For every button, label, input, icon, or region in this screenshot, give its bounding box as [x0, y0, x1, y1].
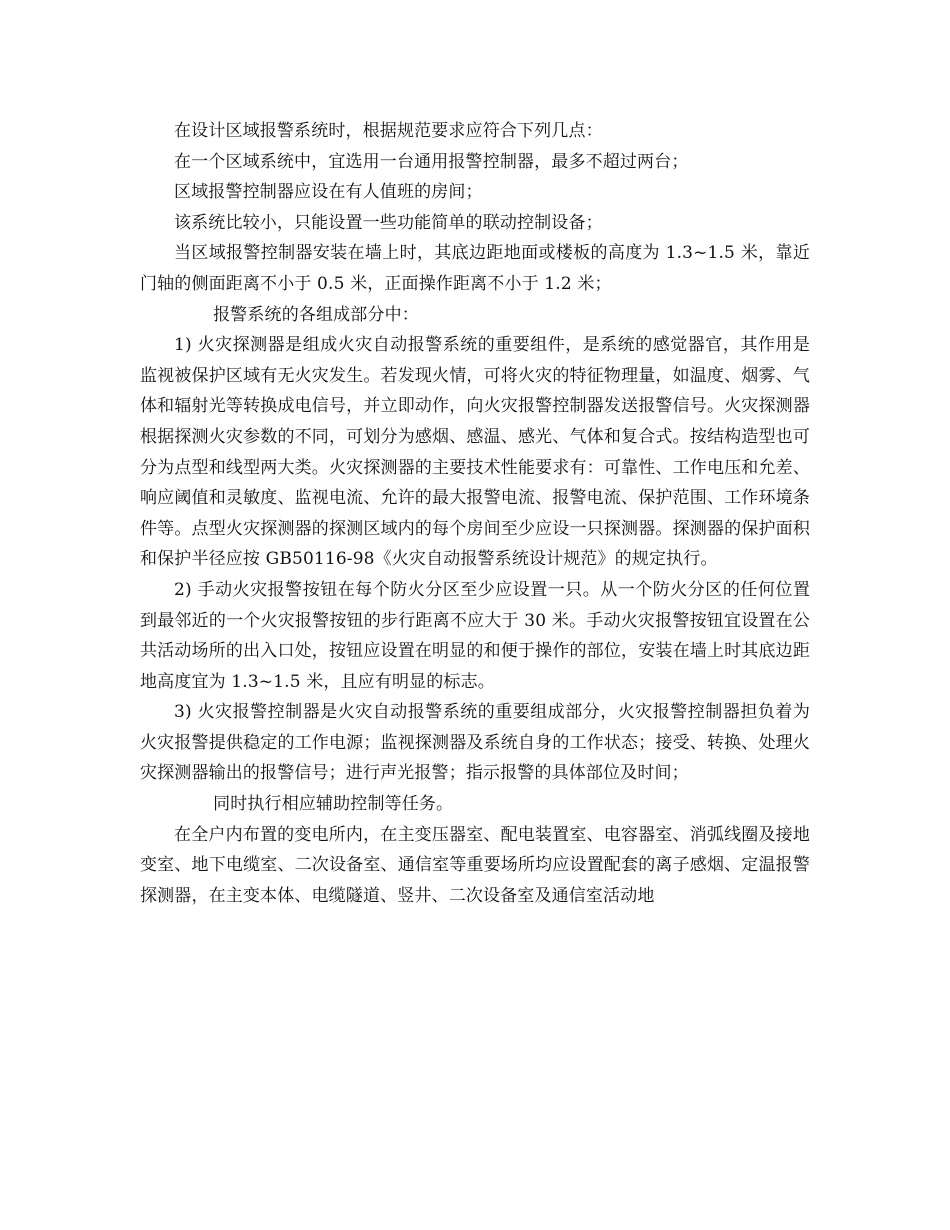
- paragraph-rule-room: 区域报警控制器应设在有人值班的房间；: [174, 182, 483, 203]
- paragraph-rule-controller-count: 在一个区域系统中，宜选用一台通用报警控制器，最多不超过两台；: [174, 151, 689, 172]
- paragraph-item-detector: 1) 火灾探测器是组成火灾自动报警系统的重要组件，是系统的感觉器官，其作用是监视被保护区域有无火灾发生。若发现火情，可将火灾的特征物理量，如温度、烟雾、气体和辐射光等转换成电信号，并立即动作，向火灾报警控制器发送报警信号。火灾探测器根据探测火灾参数的不同，可划分为感烟、感温、感光、气体和复合式。按结构造型也可分为点型和线型两大类。火灾探测器的主要技术性能要求有：可靠性、工作电压和允差、响应阈值和灵敏度、监视电流、允许的最大报警电流、报警电流、保护范围、工作环境条件等。点型火灾探测器的探测区域内的每个房间至少应设一只探测器。探测器的保护面积和保护半径应按 GB50116-98《火灾自动报警系统设计规范》的规定执行。: [140, 335, 810, 570]
- paragraph-item-controller: 3) 火灾报警控制器是火灾自动报警系统的重要组成部分，火灾报警控制器担负着为火灾报警提供稳定的工作电源；监视探测器及系统自身的工作状态；接受、转换、处理火灾探测器输出的报警信号；进行声光报警；指示报警的具体部位及时间；: [140, 702, 810, 784]
- paragraph-substation: 在全户内布置的变电所内，在主变压器室、配电装置室、电容器室、消弧线圈及接地变室、地下电缆室、二次设备室、通信室等重要场所均应设置配套的离子感烟、定温报警探测器，在主变本体、电缆隧道、竖井、二次设备室及通信室活动地: [140, 824, 810, 906]
- paragraph-auxiliary-control: 同时执行相应辅助控制等任务。: [213, 794, 454, 815]
- document-body: [140, 116, 810, 911]
- paragraph-intro: 在设计区域报警系统时，根据规范要求应符合下列几点：: [174, 121, 603, 141]
- paragraph-components-heading: 报警系统的各组成部分中：: [213, 304, 419, 325]
- paragraph-rule-installation-height: 当区域报警控制器安装在墙上时，其底边距地面或楼板的高度为 1.3~1.5 米，靠近门轴的侧面距离不小于 0.5 米，正面操作距离不小于 1.2 米；: [140, 243, 810, 294]
- paragraph-item-manual-button: 2) 手动火灾报警按钮在每个防火分区至少应设置一只。从一个防火分区的任何位置到最邻近的一个火灾报警按钮的步行距离不应大于 30 米。手动火灾报警按钮宜设置在公共活动场所的出入口处，按钮应设置在明显的和便于操作的部位，安装在墙上时其底边距地高度宜为 1.3~1.5 米，且应有明显的标志。: [140, 579, 810, 692]
- paragraph-rule-linkage: 该系统比较小，只能设置一些功能简单的联动控制设备；: [174, 212, 603, 233]
